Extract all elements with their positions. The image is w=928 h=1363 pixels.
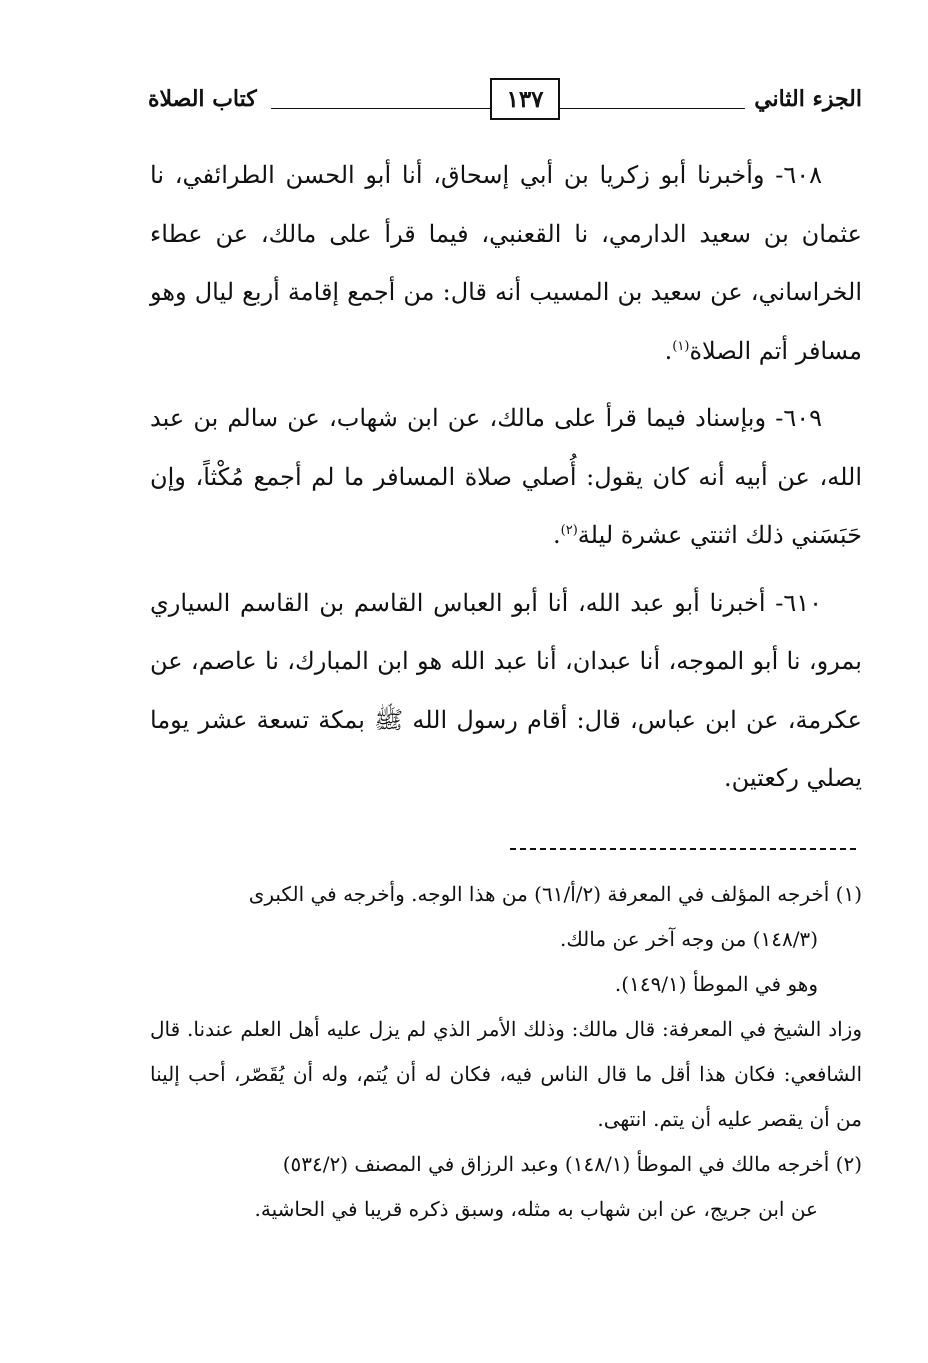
volume-title: الجزء الثاني (754, 86, 862, 112)
chapter-title: كتاب الصلاة (148, 86, 257, 112)
hadith-609-text: ٦٠٩- وبإسناد فيما قرأ على مالك، عن ابن شهاب، عن سالم بن عبد الله، عن أبيه أنه كان يقول: أُصلي صلاة المسافر ما لم أجمع مُكْثاً، وإن حَبَسَني ذلك اثنتي عشرة ليلة (150, 404, 862, 549)
footnote-2-line-1: (٢) أخرجه مالك في الموطأ (١٤٨/١) وعبد الرزاق في المصنف (٥٣٤/٢) (282, 1152, 862, 1176)
main-text (150, 146, 862, 808)
page-number: ١٣٧ (490, 78, 560, 120)
footnote-2-line-2: عن ابن جريج، عن ابن شهاب به مثله، وسبق ذكره قريبا في الحاشية. (254, 1197, 818, 1221)
footnote-1-addition: وزاد الشيخ في المعرفة: قال مالك: وذلك الأمر الذي لم يزل عليه أهل العلم عندنا. قال الشافعي: فكان هذا أقل ما قال الناس فيه، فكان له أن يُتم، وله أن يُقَصّر، أحب إلينا من أن يقصر عليه أن يتم. انتهى. (150, 1017, 862, 1131)
page-header (148, 78, 862, 128)
hadith-608-end: . (664, 336, 673, 365)
hadith-610: ٦١٠- أخبرنا أبو عبد الله، أنا أبو العباس القاسم بن القاسم السياري بمرو، نا أبو الموجه، أنا عبدان، أنا عبد الله هو ابن المبارك، نا عاصم، عن عكرمة، عن ابن عباس، قال: أقام رسول الله ﷺ بمكة تسعة عشر يوما يصلي ركعتين. (150, 588, 862, 792)
footnote-1-line-2: (١٤٨/٣) من وجه آخر عن مالك. (559, 927, 818, 951)
footnote-separator (510, 848, 856, 850)
footnote-ref-1: (١) (672, 338, 690, 354)
hadith-608-text: ٦٠٨- وأخبرنا أبو زكريا بن أبي إسحاق، أنا أبو الحسن الطرائفي، نا عثمان بن سعيد الدارمي، نا القعنبي، فيما قرأ على مالك، عن عطاء الخراساني، عن سعيد بن المسيب أنه قال: من أجمع إقامة أربع ليال وهو مسافر أتم الصلاة (150, 161, 862, 365)
hadith-609 (150, 389, 862, 565)
hadith-609-end: . (552, 521, 561, 549)
header-rule-left (271, 108, 639, 109)
footnote-1-line-3: وهو في الموطأ (١٤٩/١). (614, 972, 818, 996)
hadith-608 (150, 146, 862, 380)
footnotes (150, 872, 862, 1232)
footnote-ref-2: (٢) (560, 523, 578, 538)
footnote-1-line-1: (١) أخرجه المؤلف في المعرفة (٢/أ/٦١) من هذا الوجه. وأخرجه في الكبرى (248, 882, 862, 906)
